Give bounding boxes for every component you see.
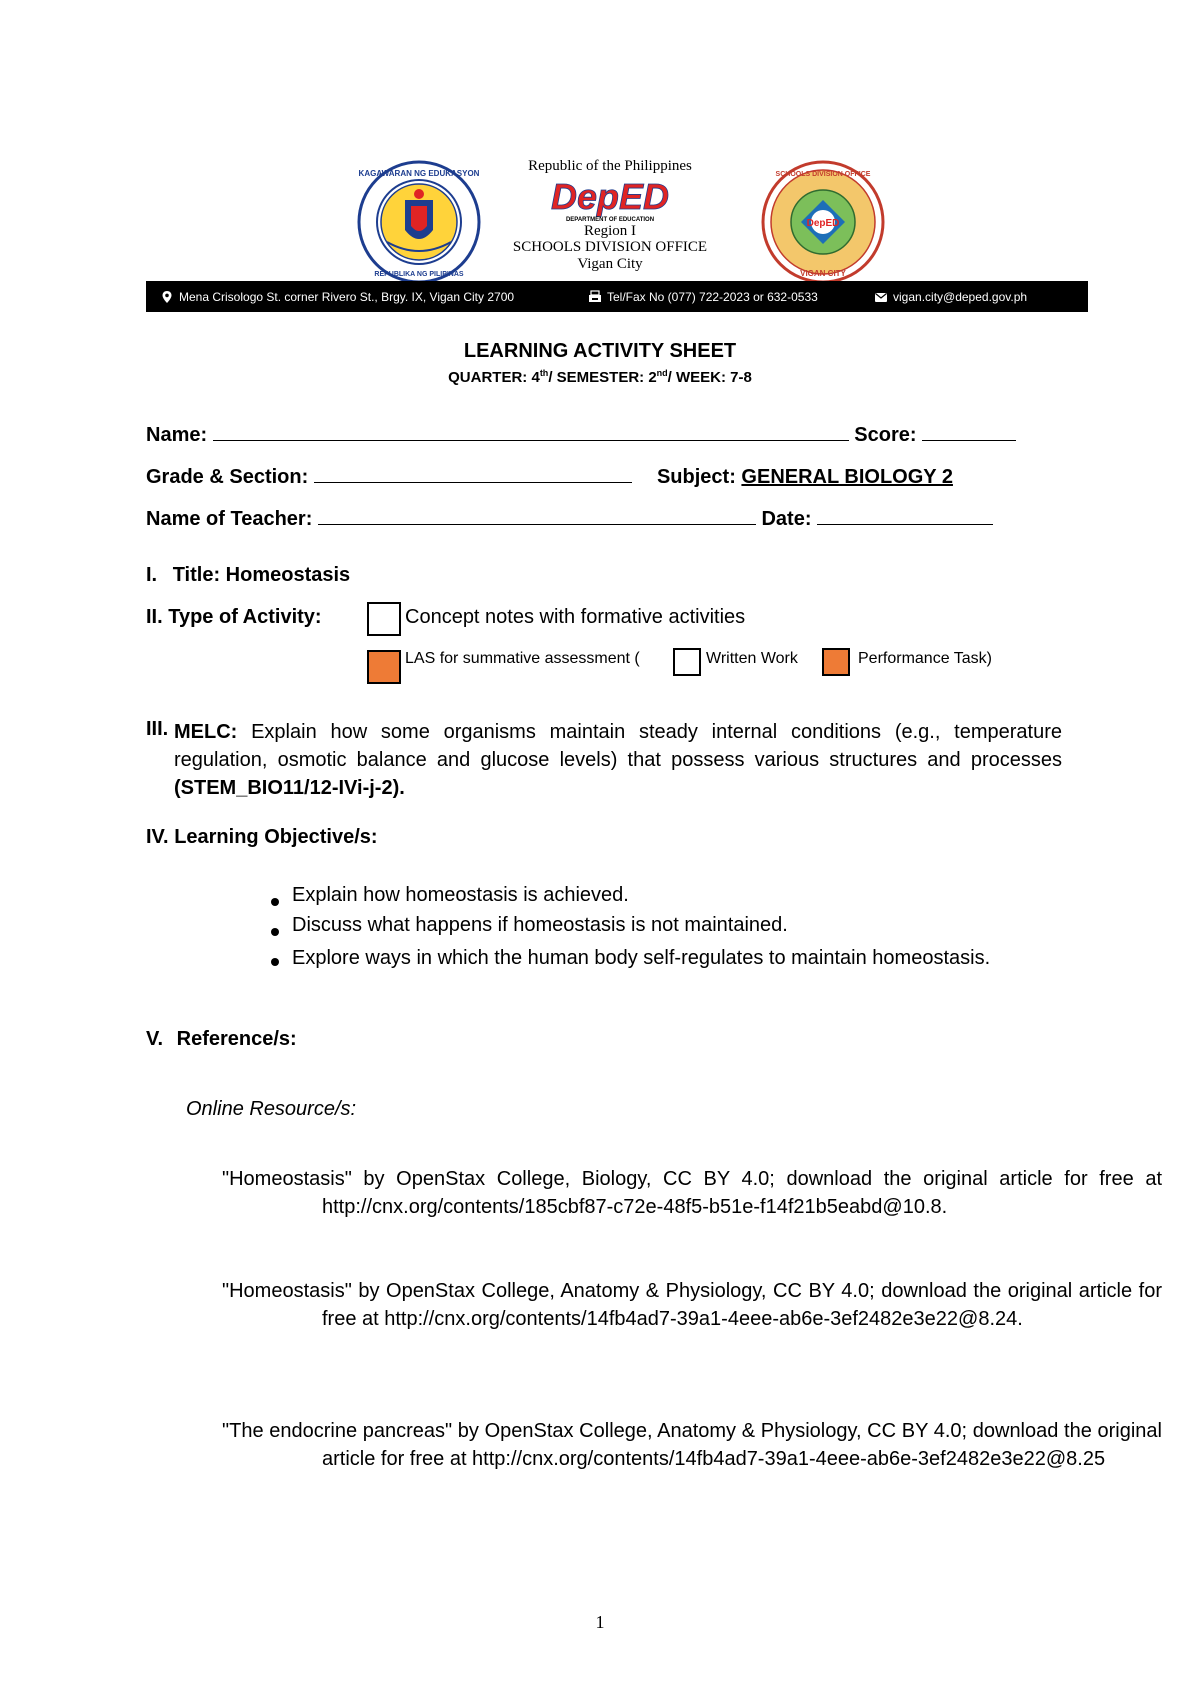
week-label: / WEEK: 7-8	[667, 369, 752, 386]
email-item	[874, 281, 1027, 312]
subject-label: Subject:	[656, 466, 736, 488]
written-work-checkbox[interactable]	[673, 648, 701, 676]
section-activity-num: II.	[146, 606, 163, 628]
republic-text: Republic of the Philippines	[528, 158, 692, 174]
performance-task-checkbox[interactable]	[822, 648, 850, 676]
section-melc-body	[174, 718, 1062, 802]
objectives-num: IV.	[146, 826, 169, 848]
bullet-icon	[271, 958, 279, 966]
semester-sup: nd	[656, 368, 668, 378]
sdo-vigan-seal-logo	[761, 160, 885, 284]
bullet-icon	[271, 898, 279, 906]
section-title-text: Title: Homeostasis	[172, 564, 351, 586]
city-text: Vigan City	[577, 256, 643, 272]
quarter-label: QUARTER: 4	[448, 369, 540, 386]
region-text: Region I	[583, 223, 637, 239]
references-num: V.	[146, 1028, 164, 1050]
bullet-icon	[271, 928, 279, 936]
melc-code: (STEM_BIO11/12-IVi-j-2).	[174, 777, 405, 799]
name-row	[146, 420, 1016, 447]
page-number: 1	[595, 1612, 605, 1632]
section-activity-label: Type of Activity:	[168, 606, 322, 628]
subject-value: GENERAL BIOLOGY 2	[741, 466, 953, 488]
grade-section-label: Grade & Section:	[146, 466, 309, 488]
section-title-num: I.	[146, 564, 158, 586]
grade-section-field[interactable]	[314, 462, 632, 483]
objectives-label: Learning Objective/s:	[174, 826, 378, 848]
address-item	[160, 281, 514, 312]
teacher-field[interactable]	[318, 504, 756, 525]
svg-text:KAGAWARAN NG EDUKASYON: KAGAWARAN NG EDUKASYON	[358, 169, 480, 178]
reference-item: "The endocrine pancreas" by OpenStax College, Anatomy & Physiology, CC BY 4.0; download the original article for free at http://cnx.org/contents/14fb4ad7-39a1-4eee-ab6e-3ef2482e3e22@8.25	[222, 1420, 1162, 1470]
fax-icon	[588, 290, 602, 304]
references-label: Reference/s:	[176, 1028, 297, 1050]
quarter-sup: th	[539, 368, 549, 378]
score-label: Score:	[854, 424, 917, 446]
email-icon	[874, 290, 888, 304]
section-title	[146, 564, 350, 587]
las-summative-checkbox[interactable]	[367, 650, 401, 684]
las-summative-label: LAS for summative assessment (	[405, 650, 640, 667]
svg-text:DEPARTMENT OF EDUCATION: DEPARTMENT OF EDUCATION	[565, 217, 655, 223]
svg-text:DepED: DepED	[806, 218, 840, 229]
grade-subject-row	[146, 462, 953, 489]
quarter-semester-week	[0, 368, 1200, 386]
telfax-item	[588, 281, 818, 312]
svg-text:SCHOOLS DIVISION OFFICE: SCHOOLS DIVISION OFFICE	[775, 171, 871, 178]
reference-item: "Homeostasis" by OpenStax College, Anatomy & Physiology, CC BY 4.0; download the original article for free at http://cnx.org/contents/14fb4ad7-39a1-4eee-ab6e-3ef2482e3e22@8.24.	[222, 1280, 1162, 1330]
deped-header	[460, 157, 760, 273]
objective-item: Explore ways in which the human body self-regulates to maintain homeostasis.	[292, 947, 991, 969]
section-melc-num: III.	[146, 718, 169, 740]
concept-notes-checkbox[interactable]	[367, 602, 401, 636]
written-work-label: Written Work	[706, 650, 798, 667]
section-activity-heading	[146, 606, 322, 629]
concept-notes-label: Concept notes with formative activities	[405, 606, 746, 628]
address-text: Mena Crisologo St. corner Rivero St., Brgy. IX, Vigan City 2700	[179, 289, 515, 304]
section-references-heading	[146, 1028, 297, 1051]
office-text: SCHOOLS DIVISION OFFICE	[512, 239, 708, 255]
objective-item: Explain how homeostasis is achieved.	[292, 884, 629, 906]
date-label: Date:	[761, 508, 812, 530]
melc-label: MELC:	[174, 721, 238, 743]
score-field[interactable]	[922, 420, 1016, 441]
date-field[interactable]	[817, 504, 993, 525]
email-text: vigan.city@deped.gov.ph	[893, 289, 1028, 304]
svg-text:REPUBLIKA NG PILIPINAS: REPUBLIKA NG PILIPINAS	[374, 271, 464, 278]
deped-wordmark-logo	[535, 179, 685, 223]
melc-text: Explain how some organisms maintain steady internal conditions (e.g., temperature regulation, osmotic balance and glucose levels) that possess various structures and processes	[174, 721, 1062, 771]
name-label: Name:	[146, 424, 208, 446]
performance-task-label: Performance Task)	[858, 650, 992, 667]
section-objectives-heading	[146, 826, 378, 849]
location-pin-icon	[160, 290, 174, 304]
reference-item: "Homeostasis" by OpenStax College, Biology, CC BY 4.0; download the original article for free at http://cnx.org/contents/185cbf87-c72e-48f5-b51e-f14f21b5eabd@10.8.	[222, 1168, 1162, 1218]
svg-text:VIGAN CITY: VIGAN CITY	[800, 269, 846, 278]
sheet-title: LEARNING ACTIVITY SHEET	[463, 340, 737, 362]
telfax-text: Tel/Fax No (077) 722-2023 or 632-0533	[607, 289, 818, 304]
name-field[interactable]	[213, 420, 849, 441]
teacher-label: Name of Teacher:	[146, 508, 313, 530]
svg-text:DepED: DepED	[550, 179, 670, 217]
contact-bar	[146, 281, 1088, 312]
online-resources-label: Online Resource/s:	[186, 1098, 357, 1120]
teacher-date-row	[146, 504, 993, 531]
semester-label: / SEMESTER: 2	[548, 369, 657, 386]
objective-item: Discuss what happens if homeostasis is not maintained.	[292, 914, 788, 936]
